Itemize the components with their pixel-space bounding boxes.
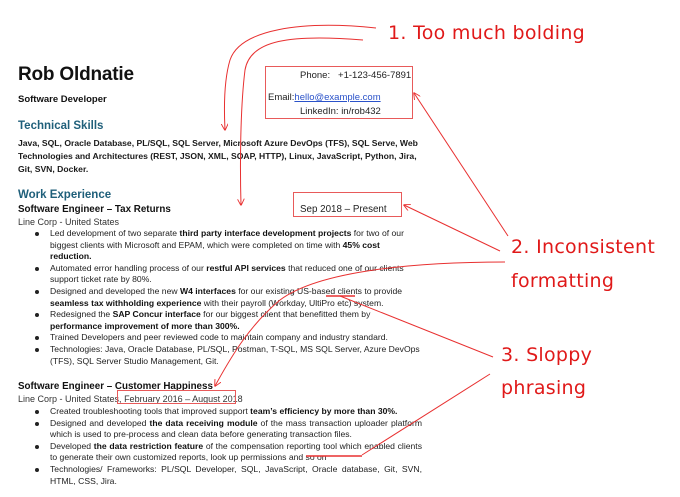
bullet-icon (35, 422, 39, 426)
bullet-icon (35, 445, 39, 449)
bullet-text: Designed and developed (50, 417, 150, 428)
job-company: Line Corp - United States (18, 217, 120, 227)
contact-linkedin: LinkedIn: in/rob432 (300, 106, 381, 117)
list-item (50, 309, 422, 332)
annotation-sloppy-phrasing: 3. Sloppy (501, 344, 593, 366)
bullet-bold: seamless tax withholding experience (50, 297, 202, 308)
bullet-text: Designed and developed the new (50, 285, 180, 296)
annotation-sloppy-phrasing-line2: phrasing (501, 377, 587, 399)
bullet-icon (35, 232, 39, 236)
bullet-text: Trained Developers and peer reviewed code to maintain company and industry standard. (50, 332, 388, 343)
bullet-bold: W4 interfaces (179, 285, 236, 296)
bullet-bold: the data restriction feature (93, 440, 204, 451)
bullet-bold: team’s efficiency by more than 30%. (250, 406, 398, 416)
bullet-text: for two of our biggest clients with Microsoft and EPAM, which were completed on time with (50, 228, 404, 250)
email-label: Email: (268, 92, 295, 103)
bullet-text: Automated error handling process of our (50, 262, 207, 273)
bullet-icon (35, 336, 39, 340)
bullet-icon (35, 267, 39, 271)
bullet-icon (35, 468, 39, 472)
resume-role: Software Developer (18, 94, 107, 105)
bullet-bold: performance improvement of more than 300%. (50, 320, 240, 331)
work-heading: Work Experience (18, 189, 112, 201)
bullet-bold: 45% cost reduction. (50, 239, 380, 262)
bullet-text: Developed (50, 440, 94, 451)
list-item (50, 263, 422, 286)
bullet-text: for our biggest client that benefitted them by (200, 309, 371, 320)
bullet-text: for our existing US-based clients to provide (235, 285, 403, 296)
bullet-text: of the mass transaction uploader platform which is used to pre-process and clean data before generating transaction files. (50, 417, 422, 440)
list-item (50, 406, 422, 418)
list-item (50, 228, 422, 263)
contact-phone (300, 70, 411, 81)
bullet-bold: third party interface development projects (179, 228, 352, 238)
job-bullets (50, 406, 422, 487)
arrow-bolding-bullet (240, 38, 363, 205)
skills-text: Java, SQL, Oracle Database, PL/SQL, SQL Server, Microsoft Azure DevOps (TFS), SQL Serve, Web Technologies and Architectures (REST, JSON, XML, SOAP, HTTP), Linux, JavaScript, Python, Jira, Git, SVN, Docker. (18, 138, 418, 175)
bullet-text: that reduced one of our clients support ticket rate by 80%. (50, 262, 404, 285)
bullet-bold: the data receiving module (149, 417, 258, 428)
bullet-text: Redesigned the (50, 309, 113, 320)
job-title: Software Engineer – Customer Happiness (18, 381, 213, 392)
job-bullets (50, 228, 422, 367)
arrow-format-contact (414, 93, 508, 236)
bullet-icon (35, 348, 39, 352)
job-date: February 2016 – August 2018 (124, 394, 243, 404)
bullet-text: with their payroll (Workday, UltiPro etc) system. (201, 297, 384, 308)
bullet-bold: SAP Concur interface (112, 309, 201, 320)
annotation-too-much-bolding: 1. Too much bolding (388, 22, 586, 44)
company-name: Line Corp - United States, (18, 394, 125, 404)
bullet-text: Created troubleshooting tools that improved support (50, 406, 251, 416)
bullet-text: Technologies: Java, Oracle Database, PL/SQL, Postman, T-SQL, MS SQL Server, Azure DevOps (TFS), SQL Server Studio Management, Git. (50, 343, 420, 366)
resume-name: Rob Oldnatie (18, 64, 134, 85)
phone-label: Phone: (300, 70, 331, 81)
phone-value: +1-123-456-7891 (338, 70, 412, 81)
job-date: Sep 2018 – Present (300, 204, 387, 215)
bullet-text: of the compensation reporting tool which enabled clients to generate their own customized reports, look up permissions and so on (50, 440, 422, 463)
date-highlight-box (117, 390, 236, 404)
list-item (50, 441, 422, 464)
skills-heading: Technical Skills (18, 120, 104, 132)
job-title: Software Engineer – Tax Returns (18, 204, 171, 215)
email-link[interactable]: hello@example.com (294, 92, 381, 103)
list-item (50, 418, 422, 441)
bullet-text: Technologies/ Frameworks: PL/SQL Developer, SQL, JavaScript, Oracle database, Git, SVN, HTML, CSS, Jira. (50, 463, 422, 486)
contact-email (268, 92, 381, 103)
bullet-icon (35, 410, 39, 414)
annotation-inconsistent-formatting-line2: formatting (511, 270, 615, 292)
annotation-inconsistent-formatting: 2. Inconsistent (511, 236, 656, 258)
bullet-icon (35, 290, 39, 294)
list-item (50, 344, 422, 367)
bullet-bold: restful API services (206, 262, 286, 273)
list-item (50, 286, 422, 309)
bullet-icon (35, 313, 39, 317)
list-item (50, 464, 422, 487)
list-item (50, 332, 422, 344)
bullet-text: Led development of two separate (50, 228, 180, 238)
